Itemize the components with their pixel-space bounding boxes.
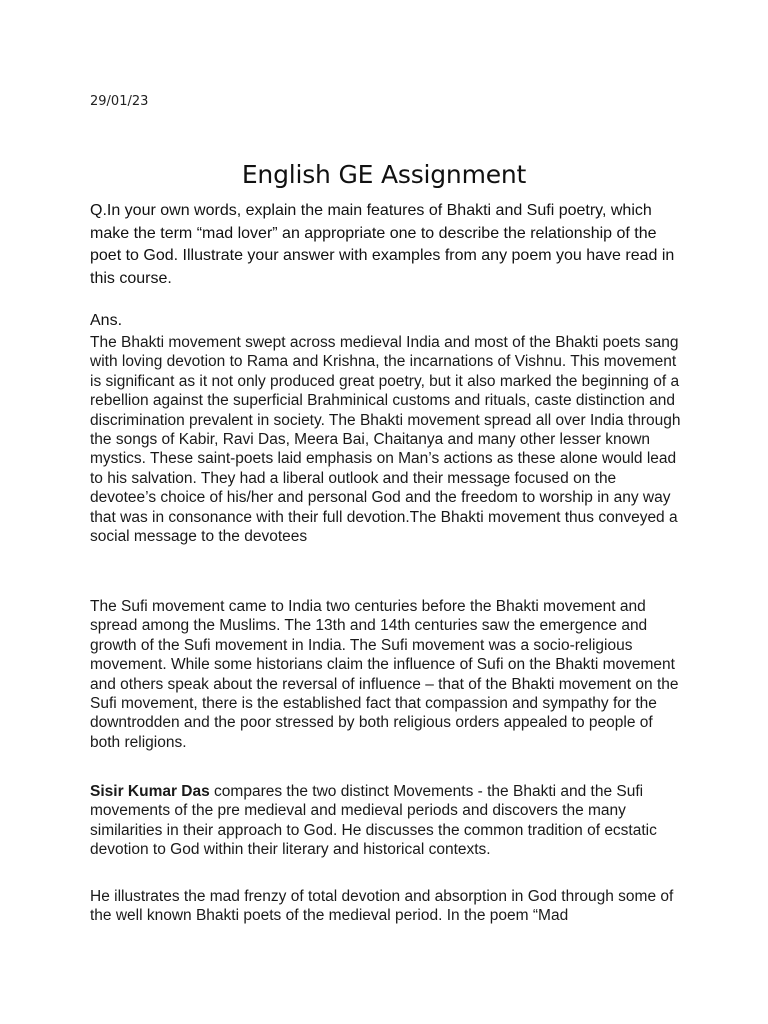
paragraph-sisir-kumar-das (90, 782, 686, 860)
answer-label: Ans. (90, 312, 123, 329)
paragraph-text: compares the two distinct Movements - the Bhakti and the Sufi movements of the pre medieval and medieval periods and discovers the many similarities in their approach to God. He discusses the common tradition of ecstatic devotion to God within their literary and historical contexts. (90, 783, 657, 859)
paragraph-mad-frenzy: He illustrates the mad frenzy of total devotion and absorption in God through some of the well known Bhakti poets of the medieval period. In the poem “Mad (90, 888, 674, 925)
author-name: Sisir Kumar Das (90, 783, 210, 800)
paragraph-sufi: The Sufi movement came to India two centuries before the Bhakti movement and spread among the Muslims. The 13th and 14th centuries saw the emergence and growth of the Sufi movement in India. The Sufi movement was a socio-religious movement. While some historians claim the influence of Sufi on the Bhakti movement and others speak about the reversal of influence – that of the Bhakti movement on the Sufi movement, there is the established fact that compassion and sympathy for the downtrodden and the poor stressed by both religious orders appealed to people of both religions. (90, 598, 679, 751)
paragraph-bhakti: The Bhakti movement swept across medieval India and most of the Bhakti poets sang with loving devotion to Rama and Krishna, the incarnations of Vishnu. This movement is significant as it not only produced great poetry, but it also marked the beginning of a rebellion against the superficial Brahminical customs and rituals, caste distinction and discrimination prevalent in society. The Bhakti movement spread all over India through the songs of Kabir, Ravi Das, Meera Bai, Chaitanya and many other lesser known mystics. These saint-poets laid emphasis on Man’s actions as these alone would lead to his salvation. They had a liberal outlook and their message focused on the devotee’s choice of his/her and personal God and the freedom to worship in any way that was in consonance with their full devotion.The Bhakti movement thus conveyed a social message to the devotees (90, 334, 681, 546)
assignment-question: Q.In your own words, explain the main features of Bhakti and Sufi poetry, which make the term “mad lover” an appropriate one to describe the relationship of the poet to God. Illustrate your answer with examples from any poem you have read in this course. (90, 202, 675, 287)
document-date: 29/01/23 (90, 94, 149, 109)
document-title: English GE Assignment (241, 160, 527, 189)
